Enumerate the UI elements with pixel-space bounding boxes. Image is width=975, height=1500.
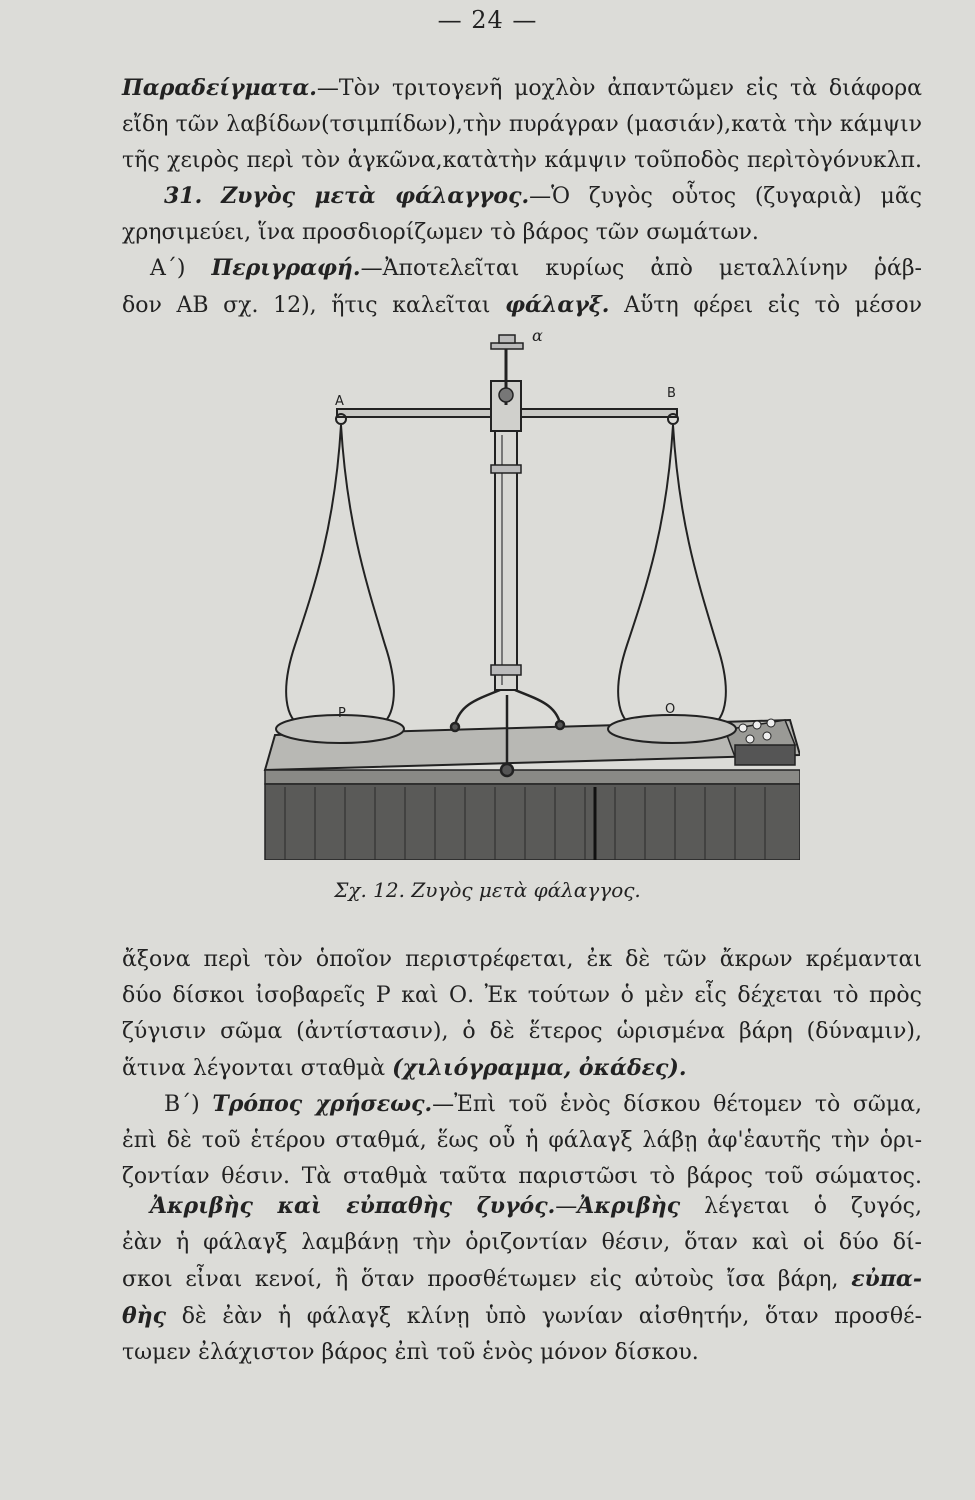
text-span: ἅτινα λέγονται σταθμὰ [122, 1056, 386, 1081]
label-pan-o: O [665, 702, 676, 717]
balance-beam [336, 335, 678, 431]
pillar [491, 430, 521, 690]
label-pan-p: P [338, 706, 346, 721]
text-span: —Ἀποτελεῖται κυρίως ἀπὸ μεταλλίνην ῥάβ- [360, 256, 922, 281]
text-line: εἴδη τῶν λαβίδων(τσιμπίδων),τὴν πυράγραν (μασιάν),κατὰ τὴν κάμψιν [122, 112, 922, 137]
text-line: τῆς χειρὸς περὶ τὸν ἀγκῶνα,κατὰτὴν κάμψιν τοῦποδὸς περὶτὸγόνυκλπ. [122, 148, 922, 173]
label-beam-end-b: B [667, 386, 676, 401]
text-span: — [555, 1194, 578, 1219]
text-line: ἐπὶ δὲ τοῦ ἑτέρου σταθμά, ἕως οὗ ἡ φάλαγξ λάβῃ ἀφ'ἑαυτῆς τὴν ὁρι- [122, 1128, 922, 1153]
pan-right [608, 425, 736, 743]
text-line: δύο δίσκοι ἰσοβαρεῖς Ρ καὶ Ο. Ἐκ τούτων ὁ μὲν εἷς δέχεται τὸ πρὸς [122, 983, 922, 1008]
subsection-label: Α΄) [150, 256, 186, 281]
text-span: δον ΑΒ σχ. 12), ἥτις καλεῖται [122, 293, 491, 318]
text-line: ζύγισιν σῶμα (ἀντίστασιν), ὁ δὲ ἕτερος ὡρισμένα βάρη (δύναμιν), [122, 1019, 922, 1044]
term-weights: (χιλιόγραμμα, ὀκάδες). [392, 1055, 687, 1081]
pan-left [276, 425, 404, 743]
text-span: —Ἐπὶ τοῦ ἑνὸς δίσκου θέτομεν τὸ σῶμα, [432, 1092, 922, 1117]
paragraph-usage [122, 1086, 922, 1195]
term-beam: φάλαγξ. [505, 292, 610, 318]
text-span: λέγεται ὁ ζυγός, [704, 1194, 922, 1219]
text-line [122, 1188, 922, 1225]
text-span: —Τὸν τριτογενῆ μοχλὸν ἀπαντῶμεν εἰς τὰ διάφορα [316, 76, 922, 101]
paragraph-axis [122, 942, 922, 1087]
label-beam-end-a: A [335, 394, 344, 409]
term-sensitive-part2: θὴς [122, 1303, 167, 1329]
text-line: ἄξονα περὶ τὸν ὁποῖον περιστρέφεται, ἐκ δὲ τῶν ἄκρων κρέμανται [122, 947, 922, 972]
text-line: τωμεν ἐλάχιστον βάρος ἐπὶ τοῦ ἑνὸς μόνον δίσκου. [122, 1340, 699, 1365]
paragraph-description [122, 250, 922, 324]
page-number: — 24 — [437, 6, 538, 34]
paragraph-balance-intro [122, 178, 922, 251]
section-number: 31. [164, 183, 203, 209]
heading-description: Περιγραφή. [211, 255, 361, 281]
text-span: —Ὁ ζυγὸς οὗτος (ζυγαριὰ) μᾶς [529, 184, 922, 209]
text-line [122, 1086, 922, 1123]
text-line: ζοντίαν θέσιν. Τὰ σταθμὰ ταῦτα παριστῶσι τὸ βάρος τοῦ σώματος. [122, 1164, 922, 1189]
text-span: σκοι εἶναι κενοί, ἢ ὅταν προσθέτωμεν εἰς αὐτοὺς ἴσα βάρη, [122, 1267, 839, 1292]
text-line [122, 287, 922, 324]
text-line [122, 250, 922, 287]
figure-balance-illustration [255, 325, 800, 860]
text-span: Αὕτη φέρει εἰς τὸ μέσον [624, 293, 923, 318]
term-accurate: Ἀκριβὴς [577, 1193, 681, 1219]
text-span: δὲ ἐὰν ἡ φάλαγξ κλίνῃ ὑπὸ γωνίαν αἰσθητήν, ὅταν προσθέ- [181, 1304, 922, 1329]
heading-usage: Τρόπος χρήσεως. [212, 1091, 433, 1117]
term-sensitive-part1: εὐπα- [851, 1266, 922, 1292]
text-line [122, 178, 922, 215]
paragraph-accuracy [122, 1188, 922, 1371]
text-line [122, 1261, 922, 1298]
text-line [122, 1050, 922, 1087]
text-line: ἐὰν ἡ φάλαγξ λαμβάνῃ τὴν ὁριζοντίαν θέσιν, ὅταν καὶ οἱ δύο δί- [122, 1230, 922, 1255]
text-line: χρησιμεύει, ἵνα προσδιορίζωμεν τὸ βάρος τῶν σωμάτων. [122, 220, 759, 245]
heading-accuracy: Ἀκριβὴς καὶ εὐπαθὴς ζυγός. [150, 1193, 556, 1219]
figure-caption: Σχ. 12. Ζυγὸς μετὰ φάλαγγος. [334, 878, 641, 902]
label-axis-a: α [532, 326, 543, 345]
paragraph-examples [122, 70, 922, 179]
heading-examples: Παραδείγματα. [122, 75, 317, 101]
text-line [122, 70, 922, 107]
balance-engraving [255, 325, 800, 860]
subsection-label: Β΄) [164, 1092, 200, 1117]
heading-balance: Ζυγὸς μετὰ φάλαγγος. [221, 183, 530, 209]
text-line [122, 1298, 922, 1335]
